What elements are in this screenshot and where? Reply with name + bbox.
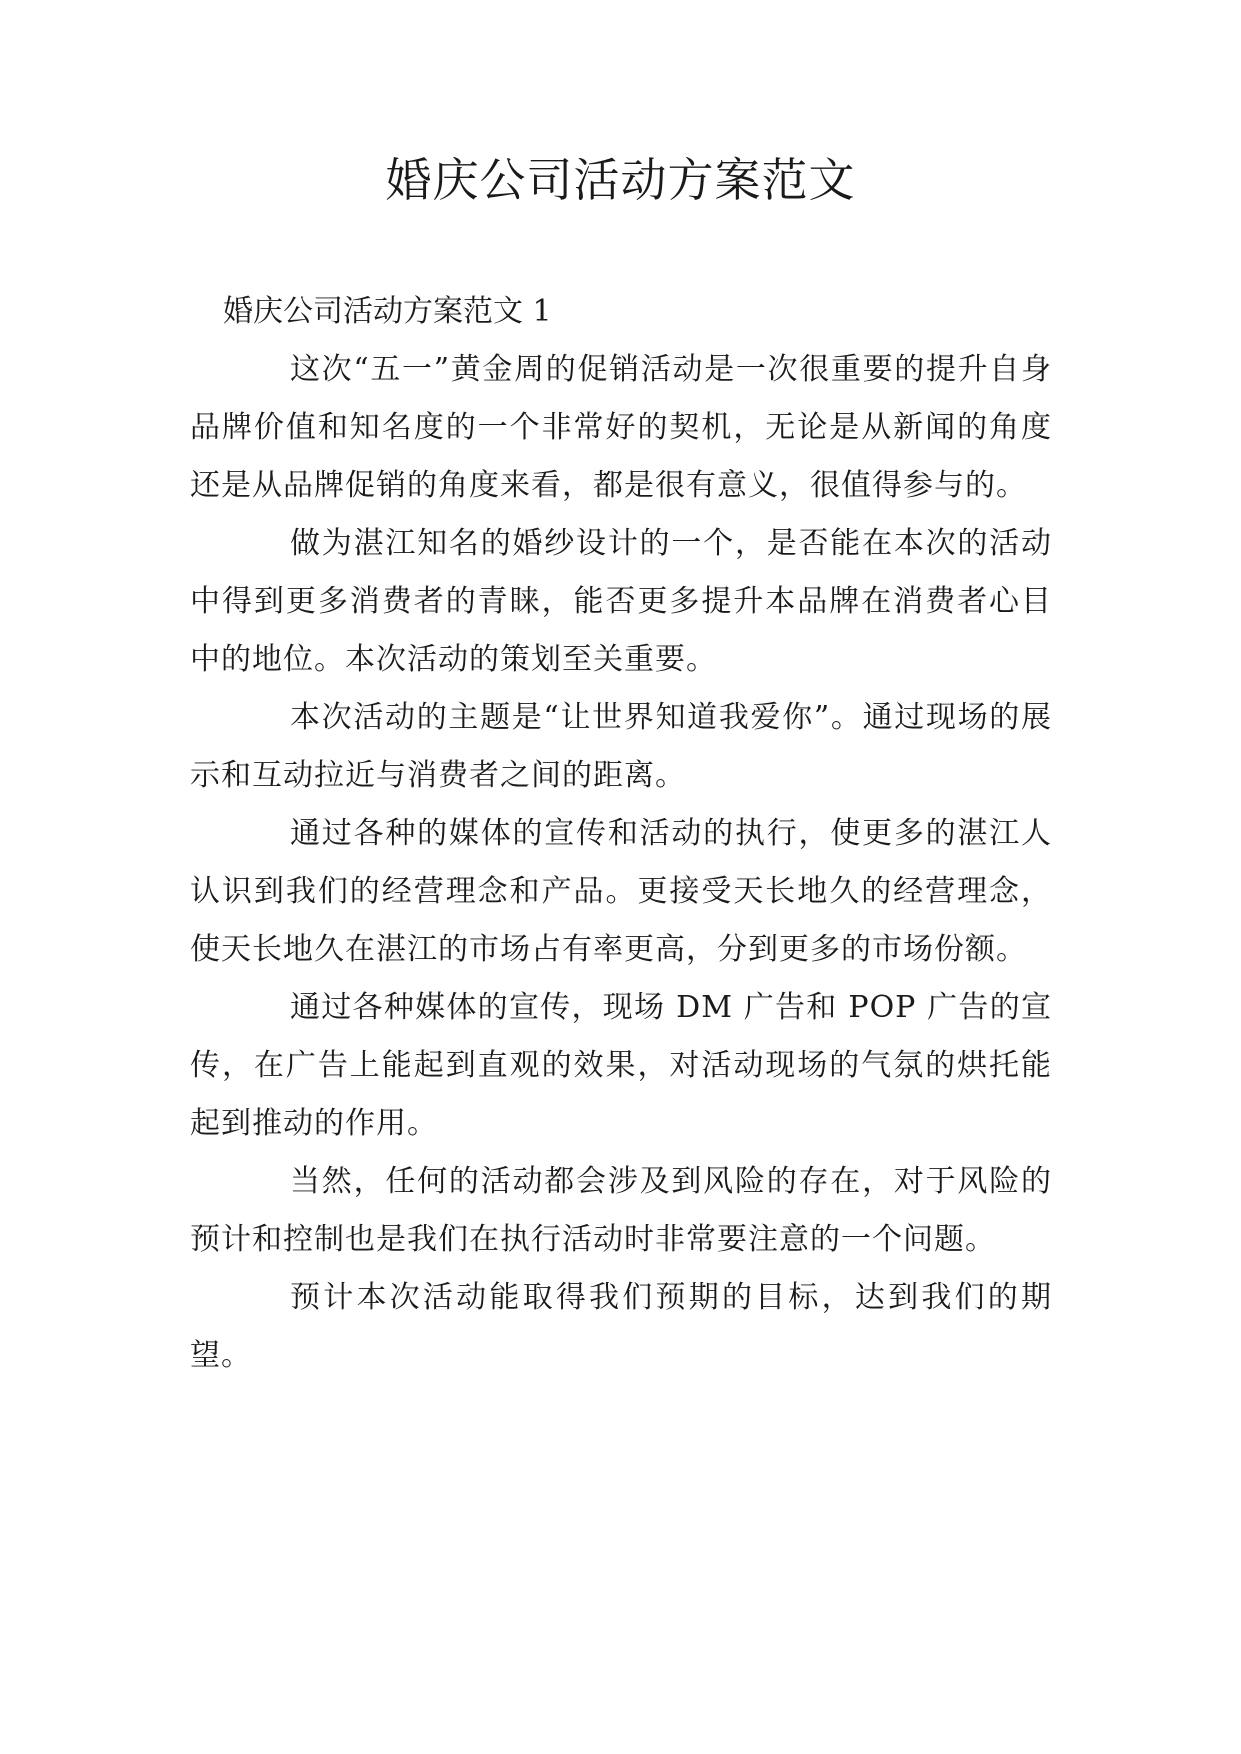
paragraph-6: 当然，任何的活动都会涉及到风险的存在，对于风险的预计和控制也是我们在执行活动时非常要注意的一个问题。	[190, 1164, 1052, 1257]
paragraph-3: 本次活动的主题是“让世界知道我爱你”。通过现场的展示和互动拉近与消费者之间的距离。	[190, 700, 1052, 793]
paragraph-4: 通过各种的媒体的宣传和活动的执行，使更多的湛江人认识到我们的经营理念和产品。更接受天长地久的经营理念，使天长地久在湛江的市场占有率更高，分到更多的市场份额。	[190, 816, 1052, 967]
document-body	[190, 283, 1052, 1385]
paragraph-1: 这次“五一”黄金周的促销活动是一次很重要的提升自身品牌价值和知名度的一个非常好的契机，无论是从新闻的角度还是从品牌促销的角度来看，都是很有意义，很值得参与的。	[190, 352, 1052, 503]
section-heading: 婚庆公司活动方案范文 1	[223, 294, 552, 329]
document-title: 婚庆公司活动方案范文	[385, 153, 856, 207]
paragraph-7: 预计本次活动能取得我们预期的目标，达到我们的期望。	[190, 1280, 1052, 1373]
paragraph-2: 做为湛江知名的婚纱设计的一个，是否能在本次的活动中得到更多消费者的青睐，能否更多提升本品牌在消费者心目中的地位。本次活动的策划至关重要。	[190, 526, 1052, 677]
paragraph-5: 通过各种媒体的宣传，现场 DM 广告和 POP 广告的宣传，在广告上能起到直观的效果，对活动现场的气氛的烘托能起到推动的作用。	[190, 990, 1052, 1141]
